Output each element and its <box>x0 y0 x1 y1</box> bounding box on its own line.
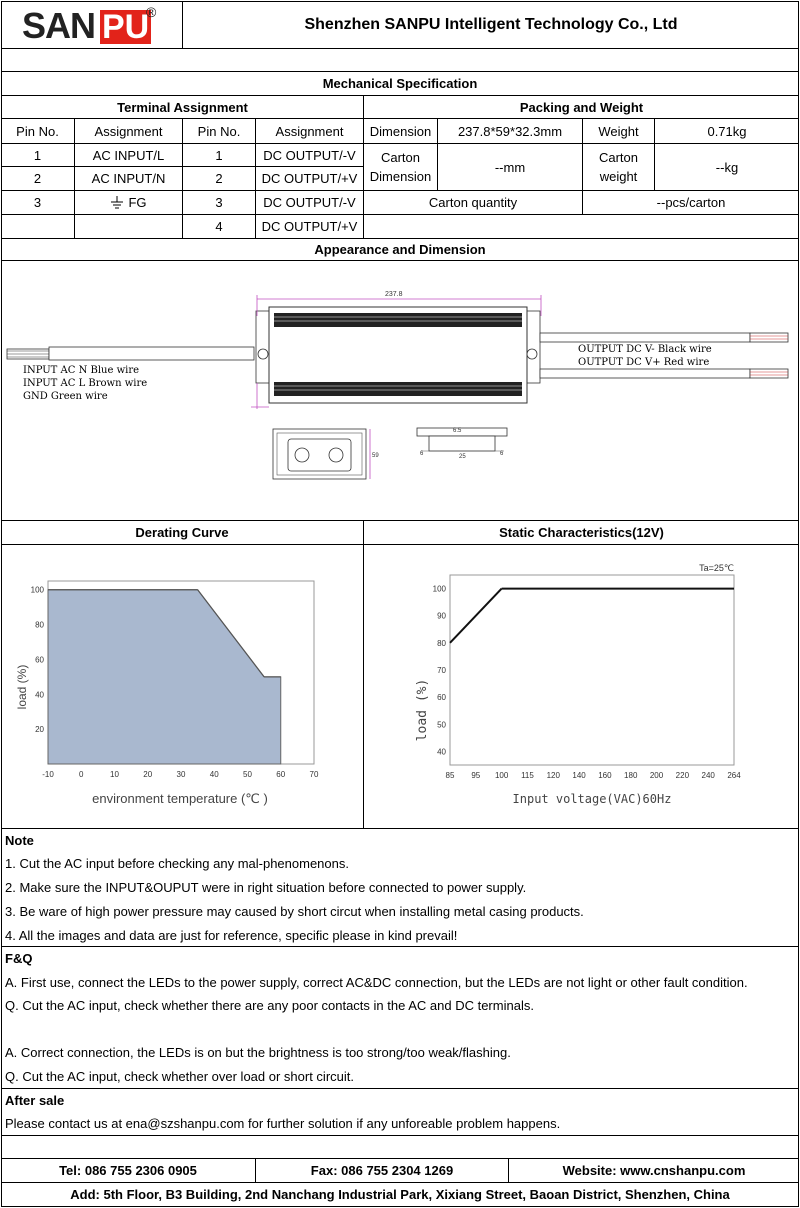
note-item: 2. Make sure the INPUT&OUPUT were in right situation before connected to power supply. <box>5 879 527 895</box>
y-tick-label: 80 <box>437 638 446 648</box>
y-tick-label: 40 <box>35 690 44 700</box>
carton-dimension-value: --mm <box>494 159 526 175</box>
y-tick-label: 80 <box>35 620 44 630</box>
faq-line: Q. Cut the AC input, check whether over load or short circuit. <box>5 1068 354 1084</box>
bottom-dimension-label: 6 <box>420 451 424 457</box>
logo-registered: ® <box>146 4 157 20</box>
footer-fax: Fax: 086 755 2304 1269 <box>310 1163 454 1178</box>
table-cell: 1 <box>33 147 42 163</box>
input-wire-label: GND Green wire <box>23 391 108 402</box>
faq-title: F&Q <box>5 950 33 966</box>
x-tick-label: 115 <box>521 771 534 780</box>
carton-quantity-value: --pcs/carton <box>656 195 726 210</box>
table-cell: 4 <box>215 219 223 234</box>
derating-title: Derating Curve <box>135 525 229 540</box>
carton-quantity-label: Carton quantity <box>428 195 518 210</box>
carton-weight-value: --kg <box>715 159 739 175</box>
table-cell: DC OUTPUT/+V <box>261 171 358 186</box>
col-header-assignment: Assignment <box>275 123 344 139</box>
packing-title: Packing and Weight <box>519 99 644 115</box>
x-tick-label: -10 <box>42 770 54 779</box>
y-tick-label: 70 <box>437 666 446 675</box>
y-axis-label: load (%) <box>15 664 29 710</box>
x-tick-label: 180 <box>624 771 638 780</box>
bottom-dimension-label: 6 <box>500 451 504 457</box>
table-cell: 2 <box>215 171 223 186</box>
after-sale-title: After sale <box>5 1092 65 1108</box>
bottom-dimension-label: 6.5 <box>453 428 462 434</box>
x-tick-label: 160 <box>598 771 612 780</box>
output-wire-label: OUTPUT DC V- Black wire <box>578 344 712 355</box>
note-item: 4. All the images and data are just for reference, specific please in kind prevail! <box>5 927 458 943</box>
height-dimension-label: 59 <box>372 453 379 459</box>
ground-icon <box>110 196 124 210</box>
y-tick-label: 60 <box>437 693 446 703</box>
dimension-value: 237.8*59*32.3mm <box>457 123 563 139</box>
x-axis-label: environment temperature (℃ ) <box>92 791 268 806</box>
logo-text: SAN <box>22 5 96 46</box>
y-tick-label: 100 <box>30 585 44 595</box>
weight-value: 0.71kg <box>707 123 747 139</box>
length-dimension-label: 237.8 <box>385 291 403 298</box>
table-cell: 1 <box>215 147 223 163</box>
dimension-label: Dimension <box>369 123 432 139</box>
company-name: Shenzhen SANPU Intelligent Technology Co., Ltd <box>304 16 678 33</box>
output-wire-label: OUTPUT DC V+ Red wire <box>578 357 710 368</box>
after-sale-text: Please contact us at ena@szshanpu.com for further solution if any unforeable problem happens. <box>5 1115 561 1131</box>
x-tick-label: 100 <box>494 771 509 780</box>
x-tick-label: 30 <box>176 770 186 779</box>
carton-weight-label: Carton weight <box>598 150 639 184</box>
x-tick-label: 95 <box>471 771 481 780</box>
note-item: 3. Be ware of high power pressure may caused by short circut when installing metal casing products. <box>5 903 584 919</box>
faq-line: Q. Cut the AC input, check whether there are any poor contacts in the AC and DC terminals. <box>5 997 534 1013</box>
faq-line: A. Correct connection, the LEDs is on but the brightness is too strong/too weak/flashing. <box>5 1044 511 1060</box>
x-tick-label: 140 <box>572 771 586 780</box>
logo <box>22 6 172 46</box>
y-tick-label: 100 <box>432 584 446 594</box>
bottom-dimension-label: 25 <box>459 454 466 460</box>
x-axis-label: Input voltage(VAC)60Hz <box>512 792 672 806</box>
x-tick-label: 10 <box>110 770 119 779</box>
table-cell: 3 <box>33 195 42 210</box>
x-tick-label: 70 <box>309 770 319 779</box>
mechanical-title: Mechanical Specification <box>322 76 478 91</box>
x-tick-label: 20 <box>143 770 153 779</box>
x-tick-label: 200 <box>649 771 664 780</box>
input-wire-label: INPUT AC L Brown wire <box>23 378 148 389</box>
footer-tel: Tel: 086 755 2306 0905 <box>59 1163 197 1178</box>
ta-annotation: Ta=25℃ <box>699 563 734 573</box>
y-tick-label: 90 <box>437 611 446 621</box>
terminal-title: Terminal Assignment <box>117 99 248 115</box>
note-title: Note <box>5 832 34 848</box>
x-tick-label: 0 <box>79 770 84 779</box>
static-chart <box>364 545 798 827</box>
y-tick-label: 40 <box>437 747 446 757</box>
logo-text-red: PU <box>102 8 150 46</box>
x-tick-label: 40 <box>209 770 219 779</box>
col-header-pin-no: Pin No. <box>197 123 241 139</box>
x-tick-label: 50 <box>243 770 252 779</box>
table-cell: DC OUTPUT/+V <box>261 219 358 234</box>
y-tick-label: 50 <box>437 720 446 730</box>
table-cell: DC OUTPUT/-V <box>263 195 356 210</box>
appearance-title: Appearance and Dimension <box>314 242 486 257</box>
y-tick-label: 20 <box>35 725 44 735</box>
carton-dimension-label: Carton Dimension <box>369 150 432 184</box>
x-tick-label: 264 <box>727 771 741 780</box>
weight-label: Weight <box>598 123 639 139</box>
table-cell: 2 <box>33 171 42 186</box>
x-tick-label: 120 <box>546 771 560 780</box>
table-cell: 3 <box>215 195 223 210</box>
appearance-drawing <box>1 261 799 520</box>
table-cell-fg: FG <box>75 191 182 214</box>
input-wire-label: INPUT AC N Blue wire <box>23 365 140 376</box>
static-title: Static Characteristics(12V) <box>499 525 664 540</box>
faq-line: A. First use, connect the LEDs to the power supply, correct AC&DC connection, but the LEDs are not light or other fault condition. <box>5 974 748 990</box>
note-item: 1. Cut the AC input before checking any mal-phenomenons. <box>5 855 349 871</box>
table-cell: DC OUTPUT/-V <box>263 147 356 163</box>
table-cell: AC INPUT/L <box>92 147 165 163</box>
x-tick-label: 220 <box>675 771 690 780</box>
x-tick-label: 85 <box>445 771 455 780</box>
y-axis-label: load (%) <box>415 678 430 742</box>
col-header-assignment: Assignment <box>94 123 163 139</box>
derating-chart <box>2 545 362 827</box>
plot-frame <box>450 575 734 765</box>
col-header-pin-no: Pin No. <box>16 123 59 139</box>
footer-address: Add: 5th Floor, B3 Building, 2nd Nanchang Industrial Park, Xixiang Street, Baoan District, Shenzhen, China <box>70 1187 730 1202</box>
table-cell: AC INPUT/N <box>91 171 166 186</box>
footer-website: Website: www.cnshanpu.com <box>562 1163 746 1178</box>
y-tick-label: 60 <box>35 655 44 665</box>
x-tick-label: 240 <box>701 771 715 780</box>
x-tick-label: 60 <box>276 770 286 779</box>
